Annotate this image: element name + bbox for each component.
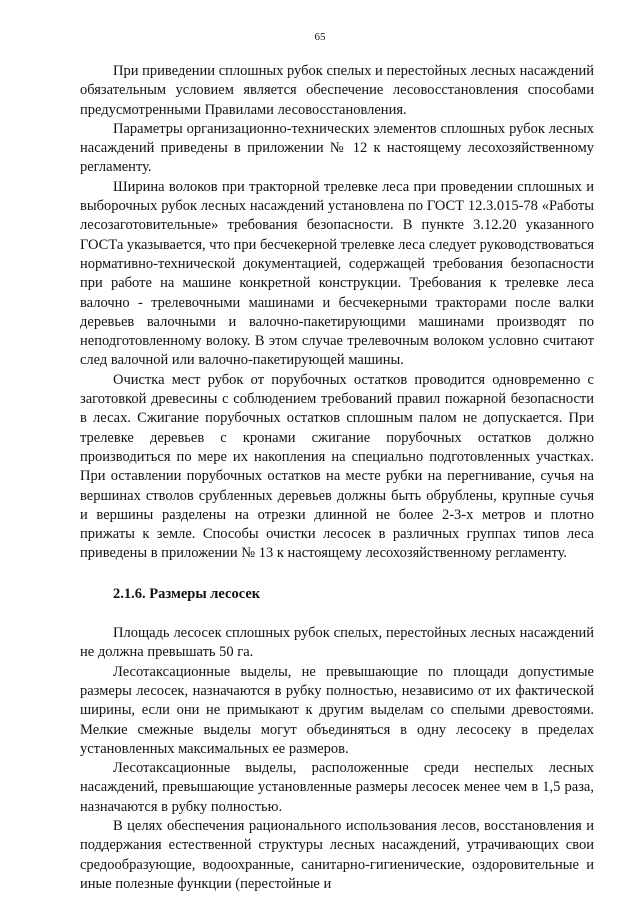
paragraph: Очистка мест рубок от порубочных остатков проводится одновременно с заготовкой древесины с соблюдением требований правил пожарной безопасности в лесах. Сжигание порубочных остатков сплошным палом не допускается. При трелевке деревьев с кронами сжигание порубочных остатков должно производиться по мере их накопления на специально подготовленных участках. При оставлении порубочных остатков на месте рубки на перегнивание, сучья на вершинах стволов срубленных деревьев должны быть обрублены, крупные сучья и вершины разделены на отрезки длинной не более 2-3-х метров и плотно прижаты к земле. Способы очистки лесосек в различных группах типов леса приведены в приложении № 13 к настоящему лесохозяйственному регламенту. <box>80 371 594 562</box>
paragraph: Лесотаксационные выделы, расположенные среди неспелых лесных насаждений, превышающие установленные размеры лесосек менее чем в 1,5 раза, назначаются в рубку полностью. <box>80 760 594 815</box>
paragraph: Лесотаксационные выделы, не превышающие по площади допустимые размеры лесосек, назначаются в рубку полностью, независимо от их фактической ширины, если они не примыкают к другим выделам со спелыми древостоями. Мелкие смежные выделы могут объединяться в одну лесосеку в пределах установленных максимальных ее размеров. <box>80 663 594 757</box>
section-heading: 2.1.6. Размеры лесосек <box>113 585 261 602</box>
paragraph: Площадь лесосек сплошных рубок спелых, перестойных лесных насаждений не должна превышать 50 га. <box>80 625 594 661</box>
paragraph: В целях обеспечения рационального использования лесов, восстановления и поддержания естественной структуры лесных насаждений, утрачивающих свои средообразующие, водоохранные, санитарно-гигиенические, оздоровительные и иные полезные функции (перестойные и <box>80 817 594 892</box>
paragraph: Параметры организационно-технических элементов сплошных рубок лесных насаждений приведены в приложении № 12 к настоящему лесохозяйственному регламенту. <box>80 120 594 176</box>
page-body <box>80 62 594 894</box>
paragraph: Ширина волоков при тракторной трелевке леса при проведении сплошных и выборочных рубок лесных насаждений установлена по ГОСТ 12.3.015-78 «Работы лесозаготовительные» требования безопасности. В пункте 3.12.20 указанного ГОСТа указывается, что при бесчекерной трелевке леса следует руководствоваться нормативно-технической документацией, содержащей требования безопасности при работе на машине конкретной конструкции. Требования к трелевке леса валочно - трелевочными машинами и бесчекерными тракторами после валки деревьев валочными и валочно-пакетирующими машинами производят по неподготовленному волоку. В этом случае трелевочным волоком условно считают след валочной или валочно-пакетирующей машины. <box>80 178 594 369</box>
page-number: 65 <box>314 31 326 43</box>
paragraph: При приведении сплошных рубок спелых и перестойных лесных насаждений обязательным условием является обеспечение лесовосстановления способами предусмотренными Правилами лесовосстановления. <box>80 63 594 118</box>
